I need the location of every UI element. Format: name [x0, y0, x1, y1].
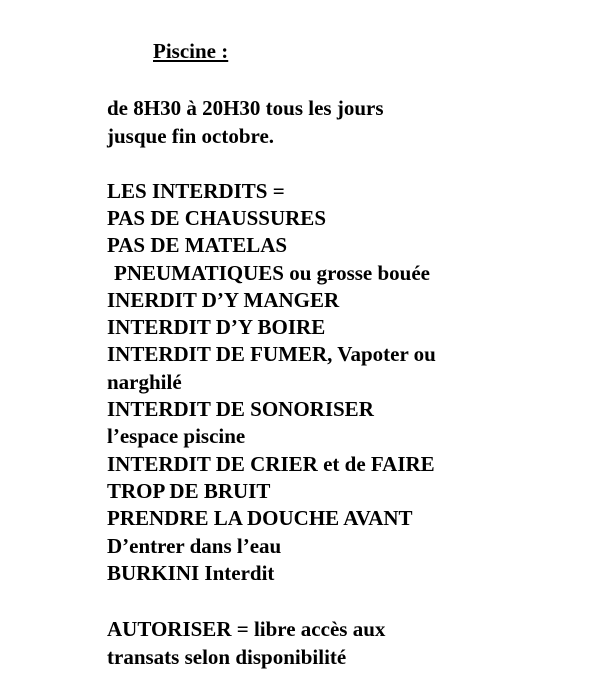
rule-line-8: narghilé [107, 370, 182, 394]
rule-line-3: PAS DE MATELAS [107, 233, 288, 257]
notice-title: Piscine : [153, 39, 229, 63]
hours-line-2: jusque fin octobre. [107, 124, 275, 148]
rule-line-11: INTERDIT DE CRIER et de FAIRE [107, 452, 435, 476]
rule-line-5: INERDIT D’Y MANGER [107, 288, 340, 312]
rule-line-6: INTERDIT D’Y BOIRE [107, 315, 326, 339]
rule-line-9: INTERDIT DE SONORISER [107, 397, 374, 421]
allowed-line-2: transats selon disponibilité [107, 645, 347, 669]
rule-line-4: PNEUMATIQUES ou grosse bouée [114, 261, 430, 285]
allowed-line-1: AUTORISER = libre accès aux [107, 617, 386, 641]
rule-line-13: PRENDRE LA DOUCHE AVANT [107, 506, 413, 530]
rule-line-2: PAS DE CHAUSSURES [107, 206, 326, 230]
rule-line-15: BURKINI Interdit [107, 561, 275, 585]
hours-line-1: de 8H30 à 20H30 tous les jours [107, 96, 384, 120]
rule-line-14: D’entrer dans l’eau [107, 534, 282, 558]
rule-line-7: INTERDIT DE FUMER, Vapoter ou [107, 342, 436, 366]
rule-line-1: LES INTERDITS = [107, 179, 285, 203]
rule-line-12: TROP DE BRUIT [107, 479, 271, 503]
rule-line-10: l’espace piscine [107, 424, 246, 448]
